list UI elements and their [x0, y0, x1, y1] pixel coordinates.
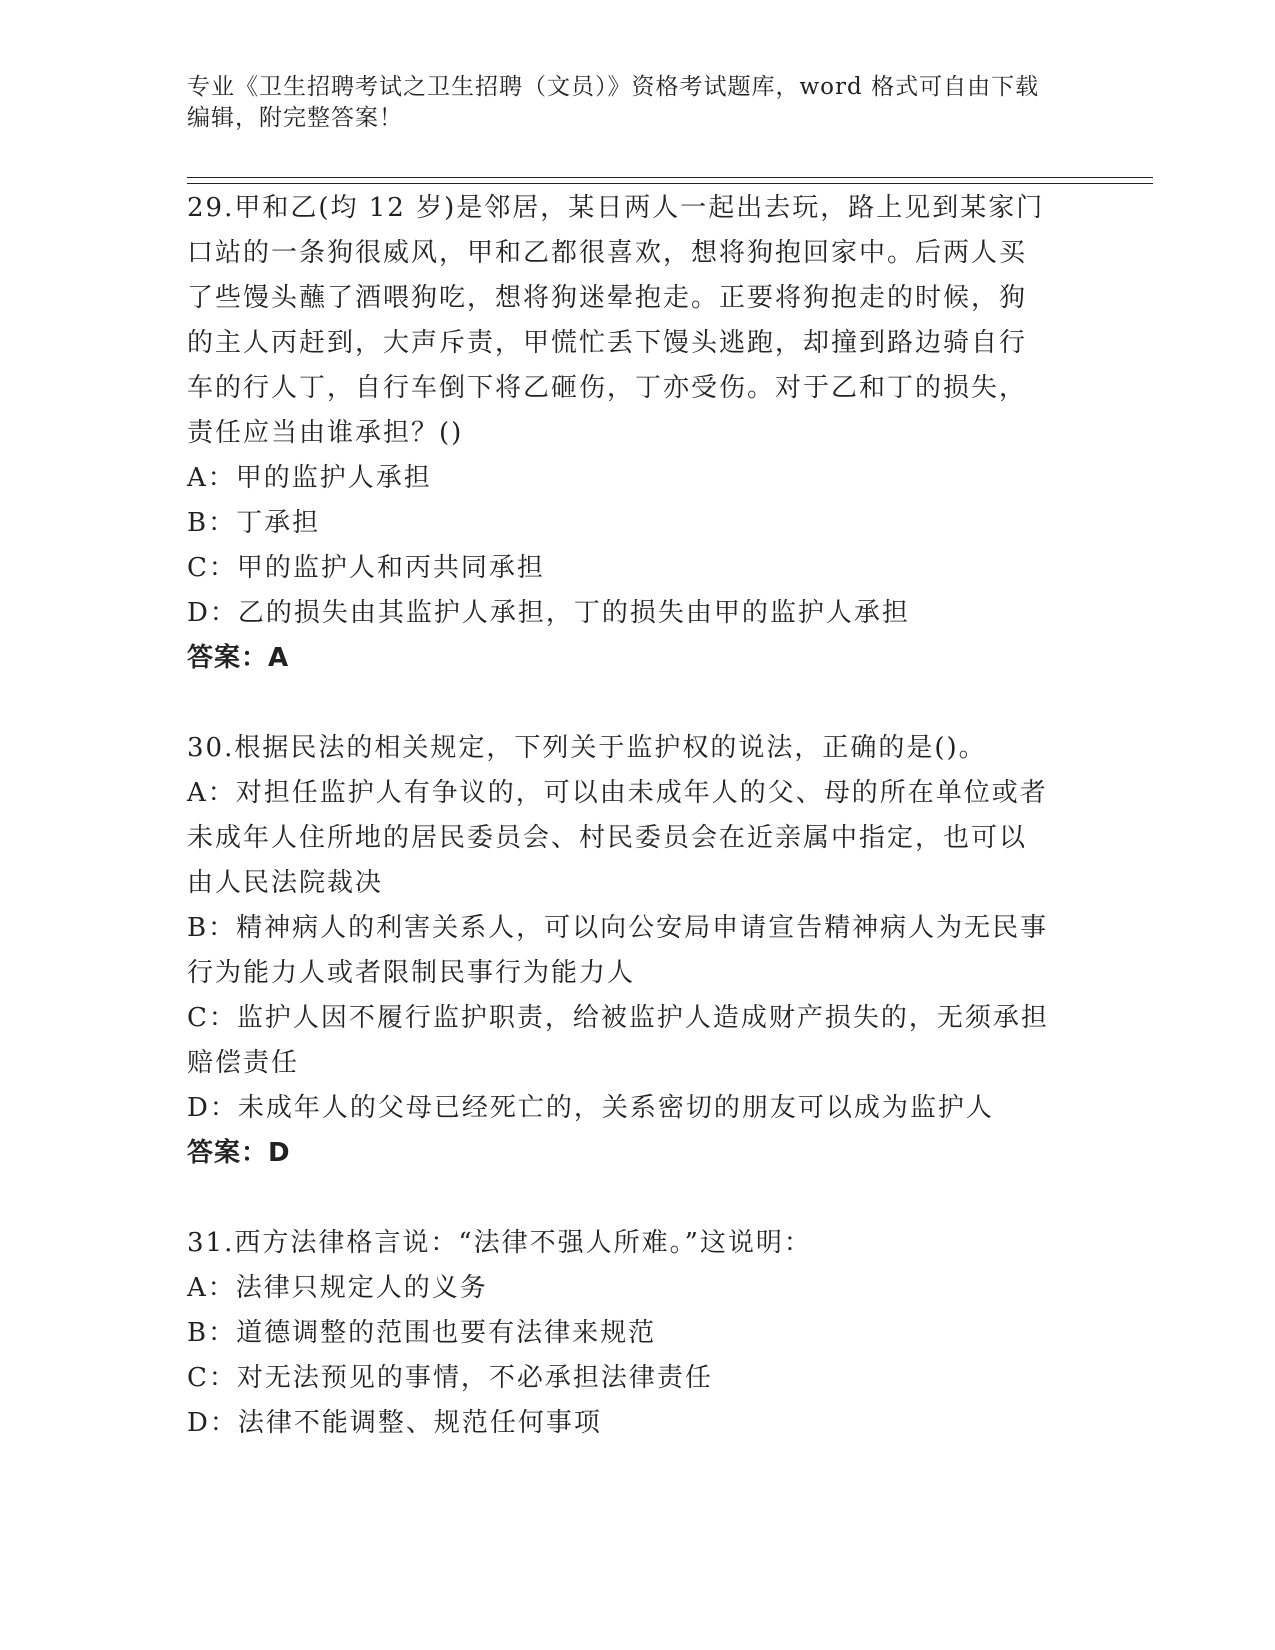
option-c: C：甲的监护人和丙共同承担: [187, 553, 545, 583]
header-rule-bottom: [187, 183, 1153, 184]
option-d: D：乙的损失由其监护人承担，丁的损失由甲的监护人承担: [187, 598, 910, 628]
stem-line: 了些馒头蘸了酒喂狗吃，想将狗迷晕抱走。正要将狗抱走的时候，狗: [187, 283, 1028, 313]
question-stem: 31.西方法律格言说：“法律不强人所难。”这说明：: [187, 1228, 812, 1258]
option-a: A：法律只规定人的义务: [187, 1273, 488, 1303]
stem-line: 的主人丙赶到，大声斥责，甲慌忙丢下馒头逃跑，却撞到路边骑自行: [187, 328, 1028, 358]
option-a-cont: 未成年人住所地的居民委员会、村民委员会在近亲属中指定，也可以: [187, 823, 1028, 853]
stem-line: 车的行人丁，自行车倒下将乙砸伤，丁亦受伤。对于乙和丁的损失，: [187, 373, 1028, 403]
question-stem: 30.根据民法的相关规定，下列关于监护权的说法，正确的是()。: [187, 733, 987, 763]
header-rule-top: [187, 177, 1153, 178]
option-a: A：甲的监护人承担: [187, 463, 432, 493]
option-b: B：精神病人的利害关系人，可以向公安局申请宣告精神病人为无民事: [187, 913, 1049, 943]
question-list: [187, 186, 1067, 1446]
document-header: [187, 72, 1067, 134]
option-a: A：对担任监护人有争议的，可以由未成年人的父、母的所在单位或者: [187, 778, 1048, 808]
option-a-cont: 由人民法院裁决: [187, 868, 384, 898]
option-c: C：监护人因不履行监护职责，给被监护人造成财产损失的，无须承担: [187, 1003, 1049, 1033]
option-b: B：丁承担: [187, 508, 321, 538]
question-31: [187, 1221, 1067, 1446]
header-line-2: 编辑，附完整答案！: [187, 105, 403, 131]
stem-line: 责任应当由谁承担？(): [187, 418, 464, 448]
question-29: [187, 186, 1067, 681]
question-30: [187, 726, 1067, 1176]
answer-label: 答案：A: [187, 643, 290, 673]
question-stem: [187, 186, 1067, 456]
stem-line: 29.甲和乙(均 12 岁)是邻居，某日两人一起出去玩，路上见到某家门: [187, 193, 1045, 223]
option-d: D：法律不能调整、规范任何事项: [187, 1408, 602, 1438]
option-c: C：对无法预见的事情，不必承担法律责任: [187, 1363, 713, 1393]
stem-line: 口站的一条狗很威风，甲和乙都很喜欢，想将狗抱回家中。后两人买: [187, 238, 1028, 268]
option-c-cont: 赔偿责任: [187, 1048, 300, 1078]
answer-label: 答案：D: [187, 1138, 291, 1168]
option-d: D：未成年人的父母已经死亡的，关系密切的朋友可以成为监护人: [187, 1093, 994, 1123]
option-b: B：道德调整的范围也要有法律来规范: [187, 1318, 657, 1348]
option-b-cont: 行为能力人或者限制民事行为能力人: [187, 958, 636, 988]
header-line-1: 专业《卫生招聘考试之卫生招聘（文员）》资格考试题库，word 格式可自由下载: [187, 74, 1040, 100]
